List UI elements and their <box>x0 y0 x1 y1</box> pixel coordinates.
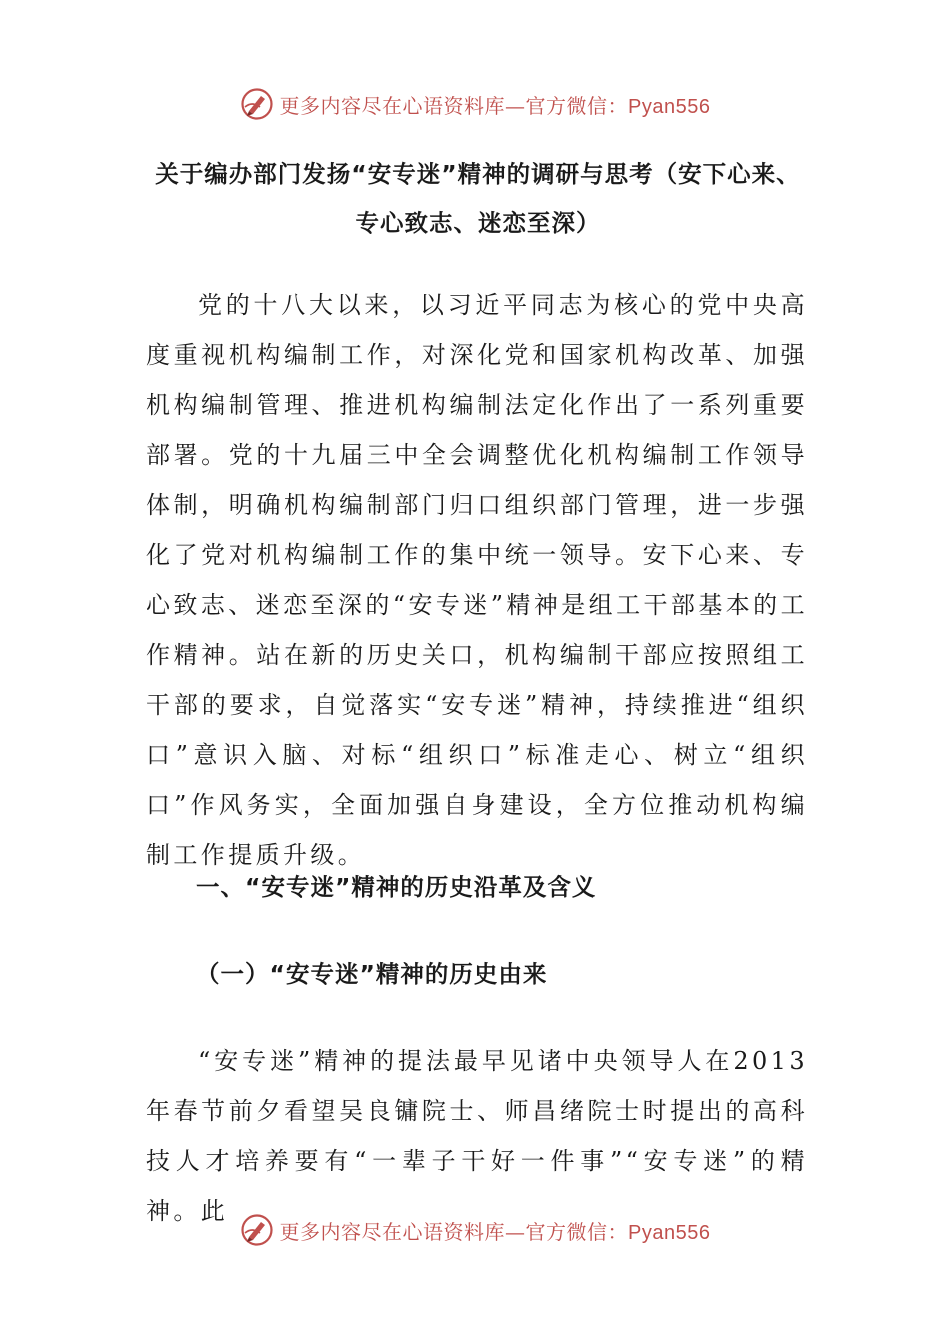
pen-logo-icon <box>240 1213 274 1247</box>
watermark-text: 更多内容尽在心语资料库—官方微信：Pyan556 <box>279 93 711 118</box>
subsection-heading-1: （一）“安专迷”精神的历史由来 <box>196 960 548 988</box>
watermark-banner-bottom <box>0 1210 950 1250</box>
pen-logo-icon <box>240 87 274 121</box>
document-title: 关于编办部门发扬“安专迷”精神的调研与思考（安下心来、专心致志、迷恋至深） <box>155 160 801 237</box>
watermark-banner-top <box>0 84 950 124</box>
watermark-text: 更多内容尽在心语资料库—官方微信：Pyan556 <box>279 1219 711 1244</box>
paragraph-history: “安专迷”精神的提法最早见诸中央领导人在2013年春节前夕看望吴良镛院士、师昌绪院士时提出的高科技人才培养要有“一辈子干好一件事”“安专迷”的精神。此 <box>146 1047 808 1225</box>
paragraph-intro: 党的十八大以来，以习近平同志为核心的党中央高度重视机构编制工作，对深化党和国家机构改革、加强机构编制管理、推进机构编制法定化作出了一系列重要部署。党的十九届三中全会调整优化机构编制工作领导体制，明确机构编制部门归口组织部门管理，进一步强化了党对机构编制工作的集中统一领导。安下心来、专心致志、迷恋至深的“安专迷”精神是组工干部基本的工作精神。站在新的历史关口，机构编制干部应按照组工干部的要求，自觉落实“安专迷”精神，持续推进“组织口”意识入脑、对标“组织口”标准走心、树立“组织口”作风务实，全面加强自身建设，全方位推动机构编制工作提质升级。 <box>146 291 808 869</box>
section-heading-1: 一、“安专迷”精神的历史沿革及含义 <box>196 873 597 901</box>
